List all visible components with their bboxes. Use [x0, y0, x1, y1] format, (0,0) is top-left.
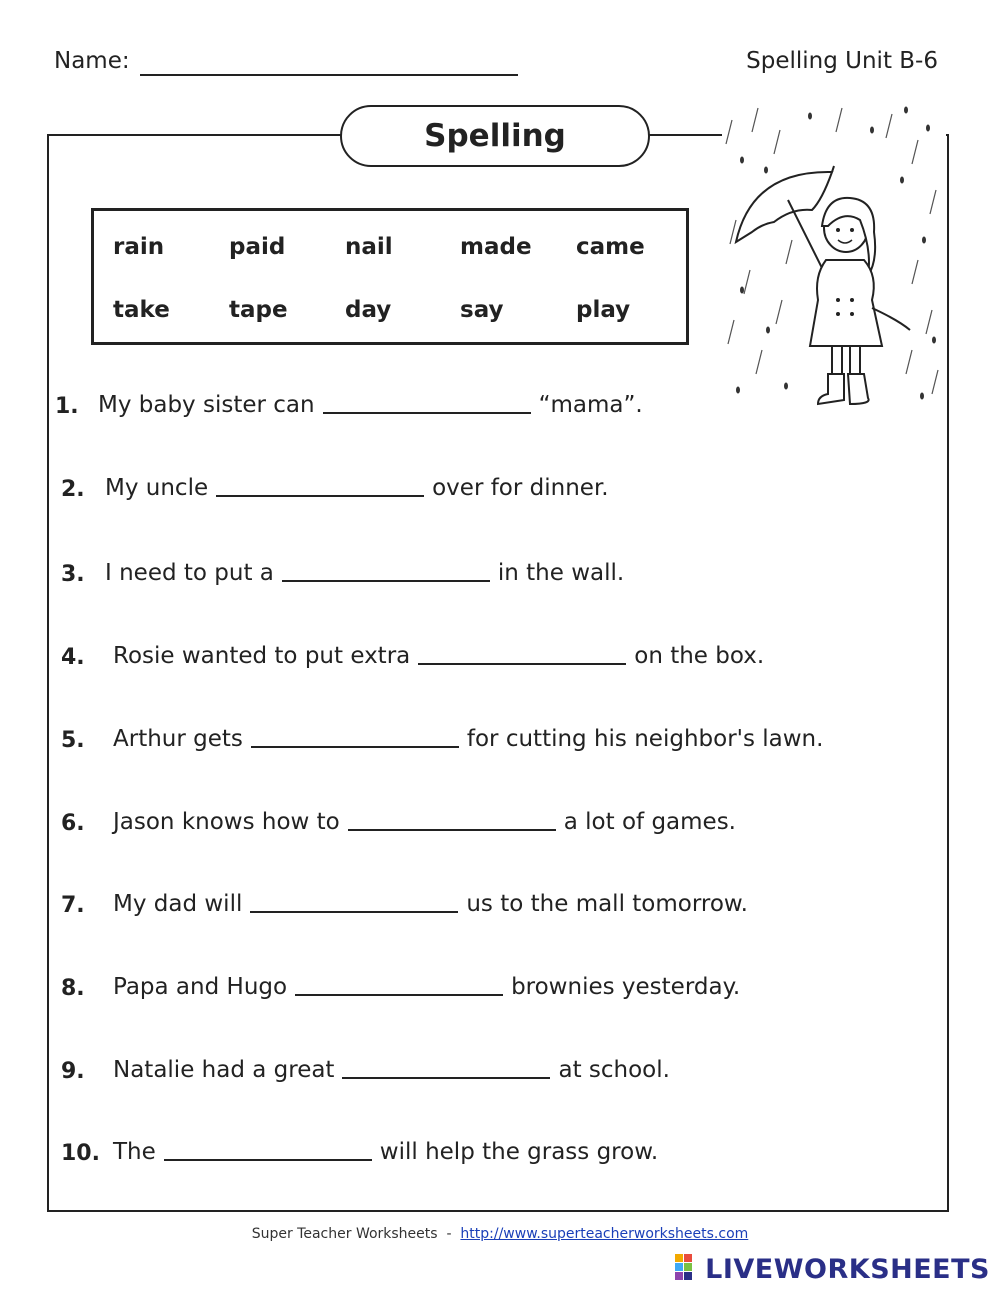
answer-blank[interactable]: [348, 828, 556, 831]
footer-credit-text: Super Teacher Worksheets -: [251, 1226, 461, 1242]
question-text-after: will help the grass grow.: [379, 1139, 659, 1165]
title-banner: [340, 105, 650, 167]
question-sentence: [113, 974, 740, 1000]
name-label: Name:: [54, 48, 130, 74]
question-number: 4.: [61, 645, 85, 670]
answer-blank[interactable]: [295, 993, 503, 996]
question-number: 10.: [61, 1141, 100, 1166]
question-text-before: My baby sister can: [98, 392, 315, 418]
question-text-before: Arthur gets: [113, 726, 243, 752]
question-sentence: [113, 809, 736, 835]
question-text-after: a lot of games.: [563, 809, 736, 835]
page-title: Spelling: [424, 118, 566, 154]
question-text-after: in the wall.: [497, 560, 625, 586]
word-bank: [91, 208, 689, 345]
question-text-before: The: [113, 1139, 156, 1165]
question-sentence: [113, 726, 823, 752]
word-bank-item: rain: [113, 234, 165, 260]
question-number: 5.: [61, 728, 85, 753]
question-number: 8.: [61, 976, 85, 1001]
question-text-after: “mama”.: [538, 392, 643, 418]
name-input-line[interactable]: [140, 74, 518, 76]
question-sentence: [105, 560, 624, 586]
footer-link[interactable]: http://www.superteacherworksheets.com: [460, 1226, 749, 1242]
question-number: 9.: [61, 1059, 85, 1084]
question-text-before: My uncle: [105, 475, 209, 501]
word-bank-item: came: [576, 234, 645, 260]
question-text-before: Rosie wanted to put extra: [113, 643, 411, 669]
word-bank-item: paid: [229, 234, 286, 260]
liveworksheets-badge-icon: [675, 1254, 701, 1284]
liveworksheets-logo[interactable]: [675, 1252, 990, 1286]
word-bank-item: take: [113, 297, 170, 323]
question-text-before: Papa and Hugo: [113, 974, 288, 1000]
question-sentence: [113, 891, 748, 917]
question-text-after: over for dinner.: [432, 475, 609, 501]
question-sentence: [113, 643, 764, 669]
question-sentence: [113, 1057, 670, 1083]
question-sentence: [113, 1139, 658, 1165]
question-text-after: us to the mall tomorrow.: [466, 891, 748, 917]
answer-blank[interactable]: [323, 411, 531, 414]
question-sentence: [98, 392, 643, 418]
question-text-after: brownies yesterday.: [511, 974, 741, 1000]
answer-blank[interactable]: [342, 1076, 550, 1079]
question-number: 1.: [55, 394, 79, 419]
unit-label: Spelling Unit B-6: [746, 48, 938, 74]
answer-blank[interactable]: [216, 494, 424, 497]
answer-blank[interactable]: [282, 579, 490, 582]
liveworksheets-logo-text: LIVEWORKSHEETS: [705, 1253, 990, 1285]
footer-credit: [0, 1226, 1000, 1242]
word-bank-item: nail: [345, 234, 393, 260]
question-text-after: for cutting his neighbor's lawn.: [466, 726, 824, 752]
question-text-after: on the box.: [634, 643, 765, 669]
word-bank-item: day: [345, 297, 392, 323]
question-text-before: Natalie had a great: [113, 1057, 335, 1083]
question-text-after: at school.: [558, 1057, 670, 1083]
question-sentence: [105, 475, 609, 501]
girl-umbrella-rain-illustration: [722, 100, 946, 418]
question-number: 7.: [61, 893, 85, 918]
question-text-before: My dad will: [113, 891, 243, 917]
answer-blank[interactable]: [164, 1158, 372, 1161]
answer-blank[interactable]: [418, 662, 626, 665]
answer-blank[interactable]: [250, 910, 458, 913]
answer-blank[interactable]: [251, 745, 459, 748]
word-bank-item: made: [460, 234, 532, 260]
question-text-before: I need to put a: [105, 560, 274, 586]
question-number: 6.: [61, 811, 85, 836]
word-bank-item: tape: [229, 297, 288, 323]
word-bank-item: play: [576, 297, 631, 323]
question-number: 2.: [61, 477, 85, 502]
word-bank-item: say: [460, 297, 504, 323]
question-text-before: Jason knows how to: [113, 809, 340, 835]
question-number: 3.: [61, 562, 85, 587]
